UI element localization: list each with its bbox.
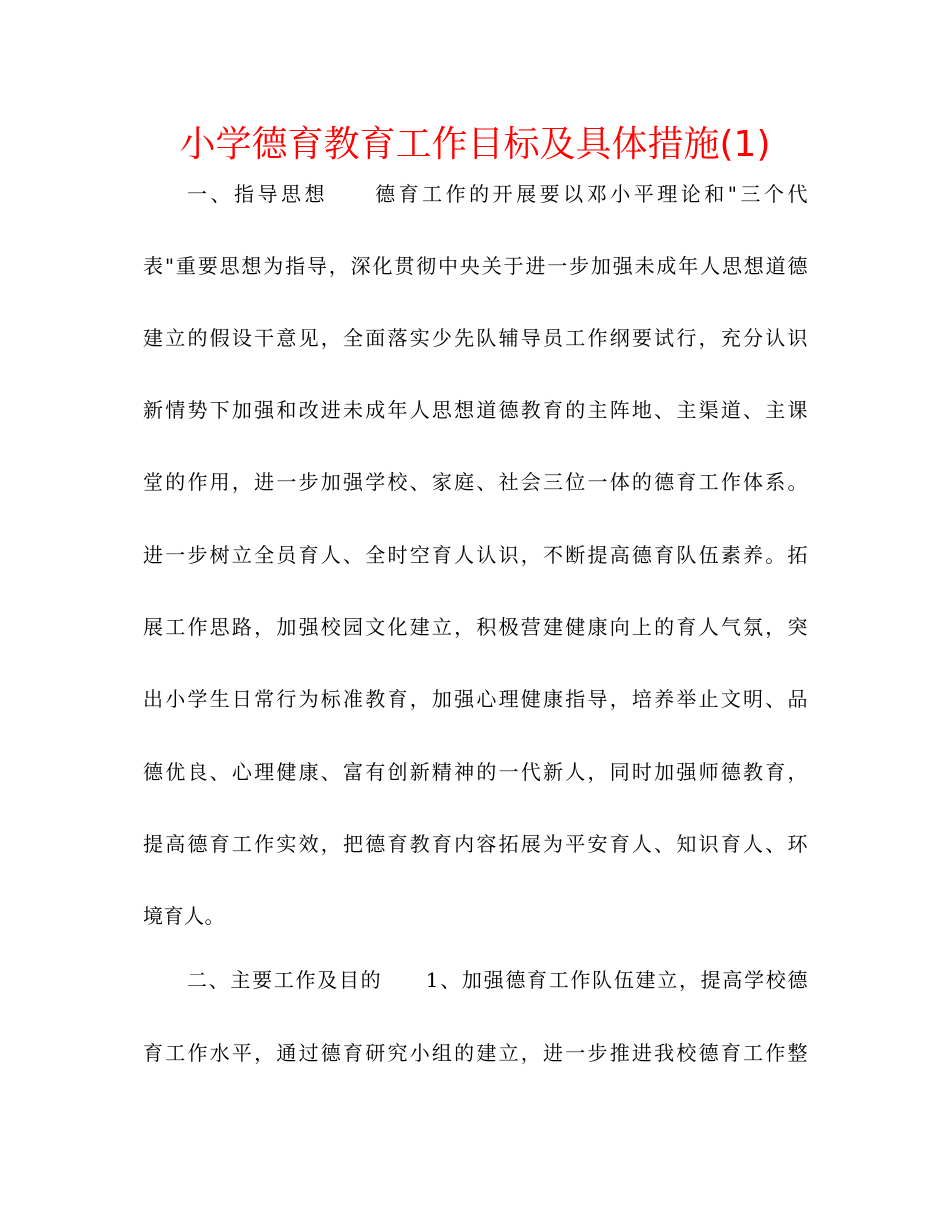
- document-title: 小学德育教育工作目标及具体措施(1): [179, 124, 771, 165]
- paragraph-line: 德优良、心理健康、富有创新精神的一代新人，同时加强师德教育，: [143, 760, 808, 784]
- paragraph-line: 展工作思路，加强校园文化建立，积极营建健康向上的育人气氛，突: [143, 615, 808, 639]
- paragraph-line: 建立的假设干意见，全面落实少先队辅导员工作纲要试行，充分认识: [143, 326, 808, 350]
- paragraph-line: 提高德育工作实效，把德育教育内容拓展为平安育人、知识育人、环: [143, 832, 808, 856]
- paragraph-line: 表"重要思想为指导，深化贯彻中央关于进一步加强未成年人思想道德: [143, 254, 808, 278]
- paragraph-line: 境育人。: [143, 904, 225, 928]
- paragraph-line: 出小学生日常行为标准教育，加强心理健康指导，培养举止文明、品: [143, 687, 808, 711]
- paragraph-line: 进一步树立全员育人、全时空育人认识，不断提高德育队伍素养。拓: [143, 543, 808, 567]
- paragraph-line: 堂的作用，进一步加强学校、家庭、社会三位一体的德育工作体系。: [143, 470, 808, 494]
- paragraph-line: 育工作水平，通过德育研究小组的建立，进一步推进我校德育工作整: [143, 1041, 808, 1065]
- paragraph-line: 一、指导思想 德育工作的开展要以邓小平理论和"三个代: [187, 182, 808, 206]
- paragraph-line: 新情势下加强和改进未成年人思想道德教育的主阵地、主渠道、主课: [143, 398, 808, 422]
- paragraph-line: 二、主要工作及目的 1、加强德育工作队伍建立，提高学校德: [187, 968, 808, 992]
